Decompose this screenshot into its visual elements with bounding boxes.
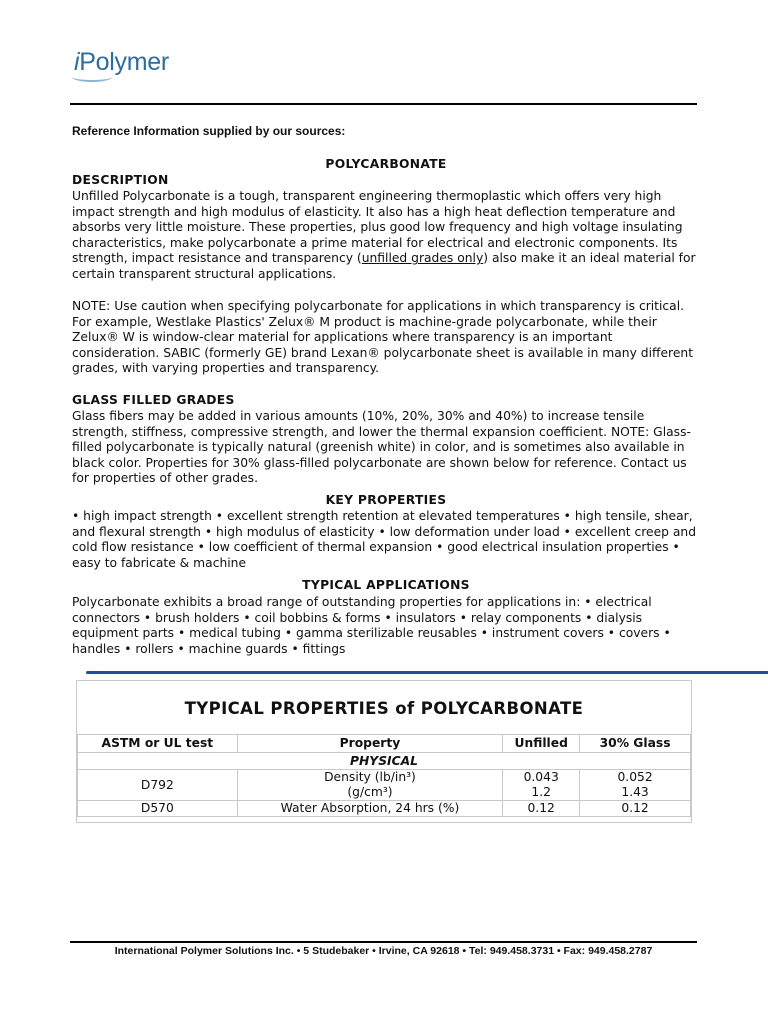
table-title: TYPICAL PROPERTIES of POLYCARBONATE xyxy=(184,699,584,718)
table-row xyxy=(78,801,691,817)
logo-wordmark: Polymer xyxy=(79,48,169,76)
key-properties-heading: KEY PROPERTIES xyxy=(325,493,447,507)
table-row xyxy=(78,770,691,801)
applications-list: Polycarbonate exhibits a broad range of outstanding properties for applications in: • electrical connectors • brush holders • coil bobbins & forms • insulators • relay components • dialysis equipment parts • medical tubing • gamma sterilizable reusables • instrument covers • covers • handles • rollers • machine guards • fittings xyxy=(72,595,671,656)
logo-i: i xyxy=(74,48,80,76)
description-paragraph xyxy=(72,189,700,283)
property-line: Density (lb/in³) xyxy=(324,770,416,784)
key-properties-list: • high impact strength • excellent strength retention at elevated temperatures • high tensile, shear, and flexural strength • high modulus of elasticity • low deformation under load • excellent creep and cold flow resistance • low coefficient of thermal expansion • good electrical insulation properties • easy to fabricate & machine xyxy=(72,509,697,570)
value-line: 1.43 xyxy=(621,785,649,799)
header-glass: 30% Glass xyxy=(580,735,691,753)
footer-divider xyxy=(70,941,697,943)
test-cell: D570 xyxy=(78,801,238,817)
value-line: 0.043 xyxy=(523,770,559,784)
glass-cell: 0.12 xyxy=(580,801,691,817)
value-line: 0.052 xyxy=(617,770,653,784)
unfilled-grades-link: unfilled grades only xyxy=(361,251,484,266)
properties-table xyxy=(77,734,691,817)
property-line: (g/cm³) xyxy=(347,785,393,799)
unfilled-cell: 0.12 xyxy=(503,801,580,817)
description-heading: DESCRIPTION xyxy=(72,173,169,187)
header-divider xyxy=(70,103,697,105)
transparency-note: NOTE: Use caution when specifying polycarbonate for applications in which transparency is critical. For example, Westlake Plastics' Zelux® M product is machine-grade polycarbonate, while their Zelux® W is window-clear material for applications where transparency is an important consideration. SABIC (formerly GE) brand Lexan® polycarbonate sheet is available in many different grades, with varying properties and transparency. xyxy=(72,299,694,376)
reference-note: Reference Information supplied by our sources: xyxy=(72,124,346,138)
applications-heading: TYPICAL APPLICATIONS xyxy=(302,578,470,592)
footer-contact: International Polymer Solutions Inc. • 5 Studebaker • Irvine, CA 92618 • Tel: 949.458.3731 • Fax: 949.458.2787 xyxy=(114,945,653,957)
test-cell: D792 xyxy=(78,770,238,801)
glass-filled-text: Glass fibers may be added in various amounts (10%, 20%, 30% and 40%) to increase tensile strength, stiffness, compressive strength, and lower the thermal expansion coefficient. NOTE: Glass-filled polycarbonate is typically natural (greenish white) in color, and is sometimes also available in black color. Properties for 30% glass-filled polycarbonate are shown below for reference. Contact us for properties of other grades. xyxy=(72,409,691,486)
section-divider xyxy=(86,671,768,674)
property-cell: Water Absorption, 24 hrs (%) xyxy=(237,801,503,817)
description-text-1: Unfilled Polycarbonate is a tough, transparent engineering thermoplastic which offers very high impact strength and high modulus of elasticity. It also has a high heat deflection temperature and absorbs very little moisture. These properties, plus good low frequency and high voltage insulating characteristics, make polycarbonate a prime material for electrical and electronic components. Its strength, impact resistance and transparency ( xyxy=(72,189,683,266)
header-property: Property xyxy=(237,735,503,753)
table-header-row xyxy=(78,735,691,753)
logo-swoosh-icon xyxy=(72,72,112,82)
value-line: 1.2 xyxy=(531,785,551,799)
properties-table-panel xyxy=(76,680,692,823)
unfilled-cell xyxy=(503,770,580,801)
header-unfilled: Unfilled xyxy=(503,735,580,753)
section-row xyxy=(78,753,691,770)
description-text-2: ) also make it an ideal material for certain transparent structural applications. xyxy=(72,251,696,281)
property-cell xyxy=(237,770,503,801)
glass-filled-heading: GLASS FILLED GRADES xyxy=(72,393,235,407)
glass-cell xyxy=(580,770,691,801)
document-title: POLYCARBONATE xyxy=(325,157,447,171)
physical-section-label: PHYSICAL xyxy=(78,753,691,770)
header-astm: ASTM or UL test xyxy=(78,735,238,753)
